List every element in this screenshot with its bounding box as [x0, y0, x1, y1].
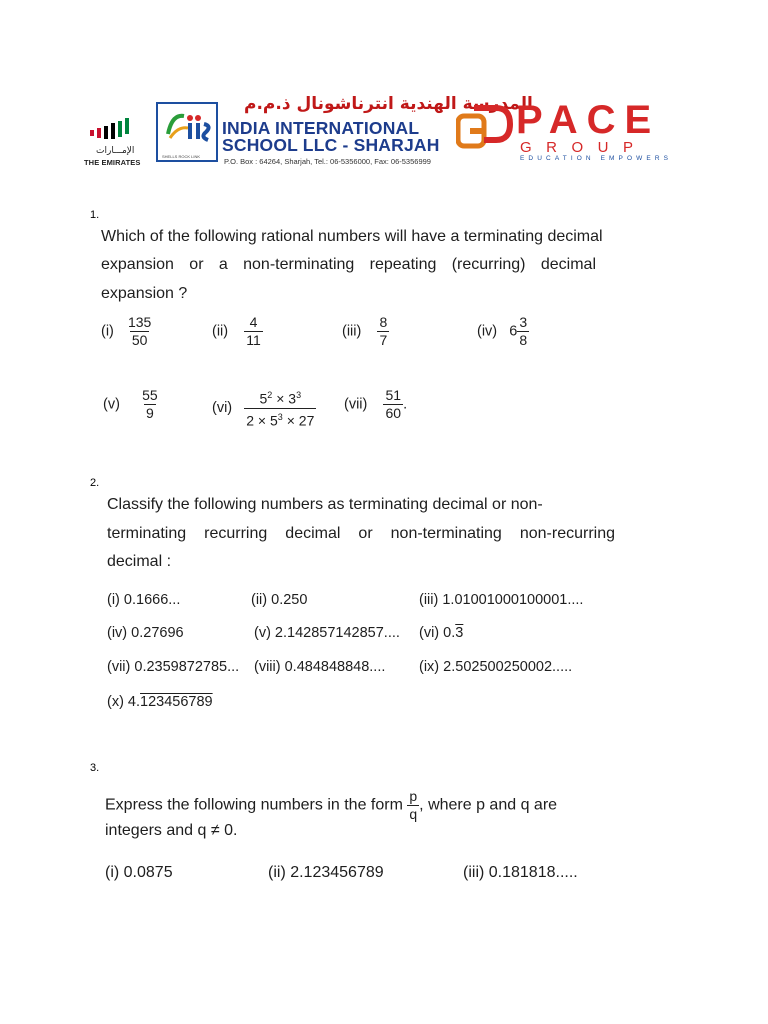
q2-item-ii: (ii) 0.250: [251, 592, 308, 608]
q1-option-vi: (vi) $\frac{5^2 \times 3^3}{2 \times 5^3 \times 27}$: [212, 387, 316, 429]
q2-item-vi: (vi) 0.3: [419, 625, 464, 641]
q1-iii-fraction: $\frac{8}{7}$: [379, 314, 388, 348]
q1-ii-fraction: $\frac{4}{11}$: [246, 314, 261, 348]
q1-option-iii: (iii) $\frac{8}{7}$: [342, 314, 388, 348]
question-1-number: 1.: [90, 209, 100, 221]
school-name-arabic: المدرسة الهندية انترناشونال ذ.م.م: [244, 94, 533, 114]
q1-vii-fraction: $\frac{51}{60}$: [385, 387, 402, 421]
q2-item-ix: (ix) 2.502500250002.....: [419, 659, 573, 675]
q2-item-iv: (iv) 0.27696: [107, 625, 184, 641]
question-2-number: 2.: [90, 477, 100, 489]
q1-v-fraction: $\frac{55}{9}$: [142, 387, 158, 421]
question-3-line2: integers and q ≠ 0.: [105, 822, 238, 839]
q3-item-ii: (ii) 2.123456789: [268, 864, 384, 881]
q1-iv-fraction: $\frac{3}{8}$: [519, 314, 528, 348]
q1-option-i: (i) $\frac{135}{50}$: [101, 314, 152, 348]
q1-vi-fraction: $\frac{5^2 \times 3^3}{2 \times 5^3 \times 27}$: [246, 390, 315, 429]
school-name-line1: INDIA INTERNATIONAL: [222, 118, 420, 138]
question-2-line1: Classify the following numbers as terminating decimal or non-: [107, 496, 543, 513]
emirates-arabic-text: الإمـــارات: [96, 146, 135, 156]
iis-logo: [156, 102, 218, 162]
q3-p-over-q-fraction: $\frac{p}{q}$: [409, 788, 418, 822]
school-address: P.O. Box : 64264, Sharjah, Tel.: 06-5356000, Fax: 06-5356999: [224, 157, 431, 166]
question-1-line2: expansion or a non-terminating repeating (recurring) decimal: [101, 256, 596, 273]
q1-option-vii: (vii) $\frac{51}{60}$ .: [344, 387, 408, 421]
question-2-line3: decimal :: [107, 553, 172, 570]
q2-item-v: (v) 2.142857142857....: [254, 625, 400, 641]
q2-item-iii: (iii) 1.01001000100001....: [419, 592, 584, 608]
emirates-logo: [84, 112, 144, 172]
pace-wordmark: PACE: [516, 98, 661, 142]
q2-item-viii: (viii) 0.484848848....: [254, 659, 386, 675]
q1-option-ii: (ii) $\frac{4}{11}$: [212, 314, 261, 348]
iis-emblem-icon: [158, 104, 216, 152]
pace-logo-icon: [456, 104, 516, 154]
q1-option-iv: (iv) 6 $\frac{3}{8}$: [477, 314, 528, 348]
q2-item-x: (x) 4.123456789: [107, 694, 213, 710]
question-1-line1: Which of the following rational numbers will have a terminating decimal: [101, 228, 603, 245]
school-name-line2: SCHOOL LLC - SHARJAH: [222, 135, 440, 155]
iis-logo-caption: SHELLS ROCK LINK: [162, 154, 201, 159]
question-1-line3: expansion ?: [101, 285, 188, 302]
question-3-number: 3.: [90, 762, 100, 774]
q2-item-vii: (vii) 0.2359872785...: [107, 659, 240, 675]
q3-item-i: (i) 0.0875: [105, 864, 173, 881]
q1-option-v: (v) $\frac{55}{9}$: [103, 387, 158, 421]
pace-tagline: EDUCATION EMPOWERS: [520, 155, 673, 162]
q1-i-fraction: $\frac{135}{50}$: [127, 314, 152, 348]
emirates-english-text: THE EMIRATES: [84, 158, 141, 167]
question-2-line2: terminating recurring decimal or non-terminating non-recurring: [107, 525, 615, 542]
emirates-bars-icon: [88, 116, 138, 144]
q3-item-iii: (iii) 0.181818.....: [463, 864, 578, 881]
pace-group-text: GROUP: [520, 139, 648, 156]
q2-item-i: (i) 0.1666...: [107, 592, 181, 608]
question-3-line1: Express the following numbers in the form $\frac{p}{q}$ , where p and q are: [105, 788, 558, 822]
